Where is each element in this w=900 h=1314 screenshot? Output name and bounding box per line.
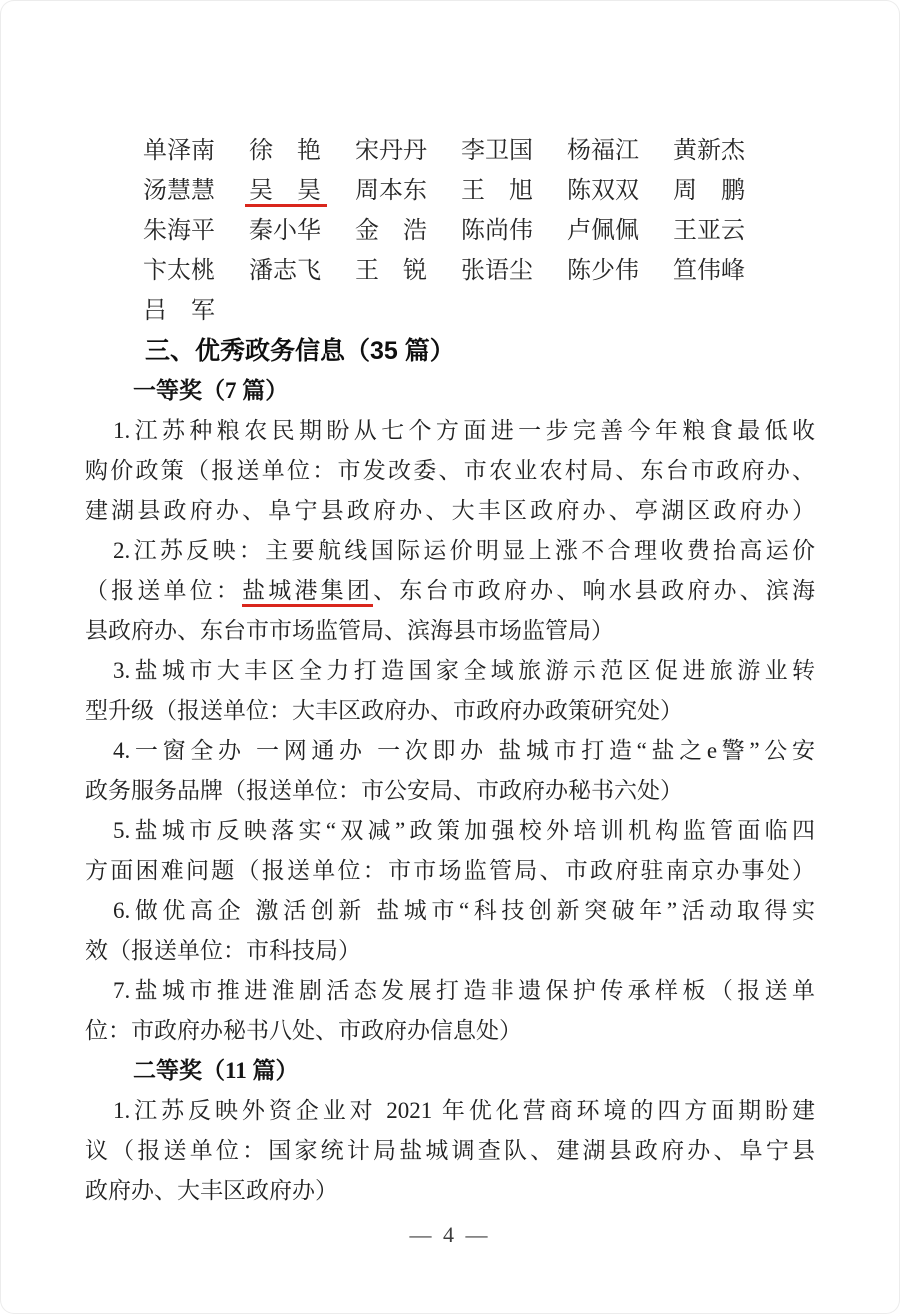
prize-tier-heading: 二等奖（11 篇） — [133, 1058, 299, 1083]
prize-tier-heading: 一等奖（7 篇） — [133, 378, 289, 403]
body-line: 型升级（报送单位：大丰区政府办、市政府办政策研究处） — [85, 698, 683, 723]
page-number: — 4 — — [409, 1222, 491, 1247]
name-cell: 周本东 — [355, 178, 427, 204]
body-line: 政务服务品牌（报送单位：市公安局、市政府办秘书六处） — [85, 778, 683, 803]
body-line: 位：市政府办秘书八处、市政府办信息处） — [85, 1018, 522, 1043]
body-line: 政府办、大丰区政府办） — [85, 1178, 338, 1203]
body-line: 1.江苏种粮农民期盼从七个方面进一步完善今年粮食最低收 — [113, 418, 815, 443]
body-text: 、东台市政府办、响水县政府办、滨海 — [373, 578, 815, 603]
body-line: 1.江苏反映外资企业对 2021 年优化营商环境的四方面期盼建 — [113, 1098, 815, 1123]
name-cell: 金 浩 — [355, 218, 427, 244]
name-cell: 潘志飞 — [249, 258, 321, 284]
name-cell: 陈尚伟 — [461, 218, 533, 244]
name-cell: 黄新杰 — [673, 138, 745, 164]
body-text: （报送单位： — [85, 578, 243, 603]
body-line: 2.江苏反映：主要航线国际运价明显上涨不合理收费抬高运价 — [113, 538, 815, 563]
name-cell: 陈双双 — [567, 178, 639, 204]
name-cell: 张语尘 — [461, 258, 533, 284]
body-line: 建湖县政府办、阜宁县政府办、大丰区政府办、亭湖区政府办） — [85, 498, 815, 523]
name-list-row — [85, 291, 815, 331]
name-cell: 汤慧慧 — [143, 178, 215, 204]
name-list-row — [85, 131, 815, 171]
name-cell: 王 旭 — [461, 178, 533, 204]
body-line: 效（报送单位：市科技局） — [85, 938, 361, 963]
body-line: 5.盐城市反映落实“双减”政策加强校外培训机构监管面临四 — [113, 818, 815, 843]
name-cell: 王 锐 — [355, 258, 427, 284]
body-line: 7.盐城市推进淮剧活态发展打造非遗保护传承样板（报送单 — [113, 978, 815, 1003]
name-cell: 秦小华 — [249, 218, 321, 244]
body-line: 6.做优高企 激活创新 盐城市“科技创新突破年”活动取得实 — [113, 898, 815, 923]
body-line — [85, 571, 815, 611]
name-cell: 陈少伟 — [567, 258, 639, 284]
name-cell: 李卫国 — [461, 138, 533, 164]
name-list-row — [85, 251, 815, 291]
name-list-row — [85, 171, 815, 211]
name-list-row — [85, 211, 815, 251]
name-cell: 朱海平 — [143, 218, 215, 244]
body-line: 3.盐城市大丰区全力打造国家全域旅游示范区促进旅游业转 — [113, 658, 815, 683]
body-line: 4.一窗全办 一网通办 一次即办 盐城市打造“盐之e警”公安 — [113, 738, 815, 763]
document-text-stack — [85, 131, 815, 1211]
name-cell: 周 鹏 — [673, 178, 745, 204]
name-cell: 杨福江 — [567, 138, 639, 164]
section-heading: 三、优秀政务信息（35 篇） — [145, 337, 455, 365]
body-line: 方面困难问题（报送单位：市市场监管局、市政府驻南京办事处） — [85, 858, 815, 883]
name-cell: 王亚云 — [673, 218, 745, 244]
name-cell-red-underlined: 吴 昊 — [249, 171, 325, 211]
red-underlined-text: 盐城港集团 — [242, 578, 373, 607]
name-cell: 徐 艳 — [249, 138, 321, 164]
name-cell: 卞太桃 — [143, 258, 215, 284]
name-cell: 笪伟峰 — [673, 258, 745, 284]
body-line: 议（报送单位：国家统计局盐城调查队、建湖县政府办、阜宁县 — [85, 1138, 815, 1163]
body-line: 县政府办、东台市市场监管局、滨海县市场监管局） — [85, 618, 614, 643]
name-cell: 宋丹丹 — [355, 138, 427, 164]
body-line: 购价政策（报送单位：市发改委、市农业农村局、东台市政府办、 — [85, 458, 815, 483]
name-cell: 吕 军 — [143, 298, 215, 324]
name-cell: 单泽南 — [143, 138, 215, 164]
name-cell: 卢佩佩 — [567, 218, 639, 244]
